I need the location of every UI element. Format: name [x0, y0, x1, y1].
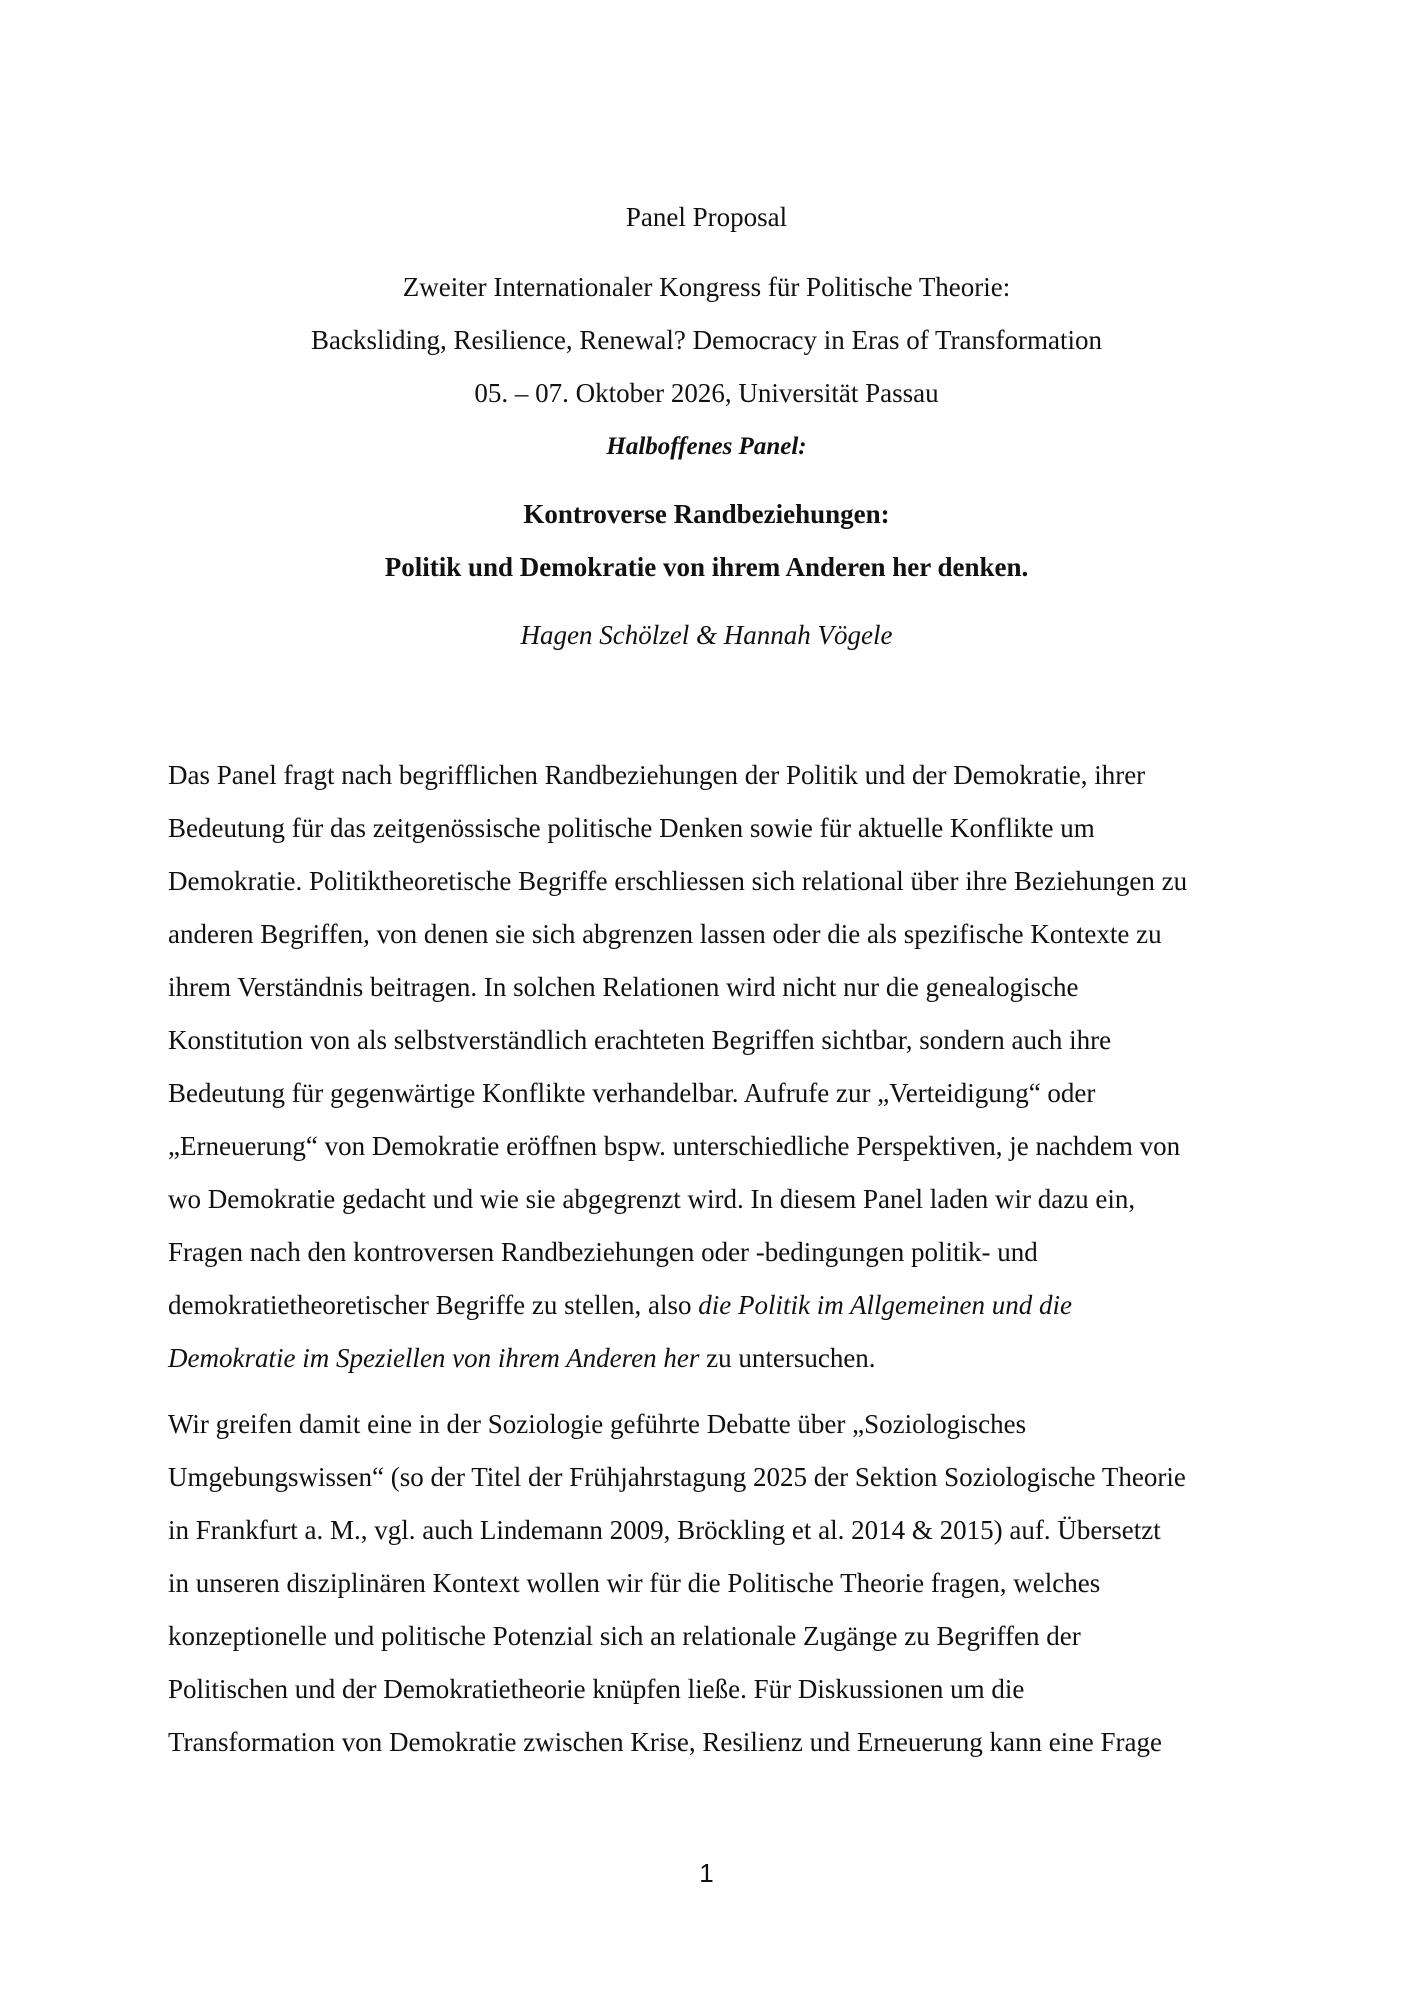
text-run: Politischen und der Demokratietheorie knüpfen ließe. Für Diskussionen um die [168, 1674, 1025, 1704]
text-run: konzeptionelle und politische Potenzial sich an relationale Zugänge zu Begriffen der [168, 1621, 1081, 1651]
panel-type: Halboffenes Panel: [606, 433, 807, 460]
emphasized-text: Demokratie im Speziellen von ihrem Anderen her [168, 1343, 700, 1373]
text-run: ihrem Verständnis beitragen. In solchen Relationen wird nicht nur die genealogische [168, 972, 1079, 1002]
paragraph-line [168, 1129, 1180, 1163]
congress-title: Zweiter Internationaler Kongress für Politische Theorie: [402, 272, 1011, 302]
paragraph-line [168, 1235, 1038, 1269]
paragraph-line [168, 1619, 1081, 1653]
paragraph-line [168, 811, 1095, 845]
paragraph-line [168, 1566, 1100, 1600]
text-run: wo Demokratie gedacht und wie sie abgegrenzt wird. In diesem Panel laden wir dazu ein, [168, 1184, 1136, 1214]
text-run: Umgebungswissen“ (so der Titel der Frühjahrstagung 2025 der Sektion Soziologische Theorie [168, 1462, 1186, 1492]
paragraph-line [168, 1076, 1095, 1110]
paragraph-line [168, 1182, 1135, 1216]
paragraph-line [168, 1725, 1162, 1759]
text-run: Bedeutung für gegenwärtige Konflikte verhandelbar. Aufrufe zur „Verteidigung“ oder [168, 1078, 1096, 1108]
text-run: Transformation von Demokratie zwischen Krise, Resilienz und Erneuerung kann eine Frage [168, 1727, 1162, 1757]
paragraph-line [168, 970, 1079, 1004]
date-location: 05. – 07. Oktober 2026, Universität Passau [474, 378, 939, 408]
text-run: Bedeutung für das zeitgenössische politische Denken sowie für aktuelle Konflikte um [168, 813, 1095, 843]
text-run: Demokratie. Politiktheoretische Begriffe erschliessen sich relational über ihre Beziehungen zu [168, 866, 1188, 896]
paragraph-line [168, 1460, 1186, 1494]
authors: Hagen Schölzel & Hannah Vögele [520, 620, 893, 650]
emphasized-text: die Politik im Allgemeinen und die [698, 1290, 1072, 1320]
text-run: Fragen nach den kontroversen Randbeziehungen oder -bedingungen politik- und [168, 1237, 1038, 1267]
text-run: in unseren disziplinären Kontext wollen wir für die Politische Theorie fragen, welches [168, 1568, 1101, 1598]
text-run: in Frankfurt a. M., vgl. auch Lindemann 2009, Bröckling et al. 2014 & 2015) auf. Übersetzt [168, 1515, 1161, 1545]
text-run: „Erneuerung“ von Demokratie eröffnen bspw. unterschiedliche Perspektiven, je nachdem von [168, 1131, 1181, 1161]
text-run: Konstitution von als selbstverständlich erachteten Begriffen sichtbar, sondern auch ihre [168, 1025, 1112, 1055]
text-run: Das Panel fragt nach begrifflichen Randbeziehungen der Politik und der Demokratie, ihrer [168, 760, 1146, 790]
paragraph-line [168, 1341, 876, 1375]
panel-title-line2: Politik und Demokratie von ihrem Anderen her denken. [384, 552, 1029, 582]
document-type: Panel Proposal [625, 202, 788, 232]
paragraph-line [168, 1407, 1026, 1441]
paragraph-line [168, 1023, 1111, 1057]
text-run: Wir greifen damit eine in der Soziologie geführte Debatte über „Soziologisches [168, 1409, 1027, 1439]
panel-title-line1: Kontroverse Randbeziehungen: [523, 499, 890, 529]
congress-subtitle: Backsliding, Resilience, Renewal? Democracy in Eras of Transformation [310, 325, 1103, 355]
paragraph-line [168, 1513, 1161, 1547]
text-run: demokratietheoretischer Begriffe zu stellen, also [168, 1290, 699, 1320]
text-run: anderen Begriffen, von denen sie sich abgrenzen lassen oder die als spezifische Kontexte zu [168, 919, 1162, 949]
paragraph-line [168, 758, 1145, 792]
text-run: zu untersuchen. [699, 1343, 876, 1373]
page-number: 1 [699, 1858, 714, 1888]
paragraph-line [168, 864, 1187, 898]
paragraph-line [168, 1672, 1024, 1706]
paragraph-line [168, 1288, 1072, 1322]
paragraph-line [168, 917, 1162, 951]
